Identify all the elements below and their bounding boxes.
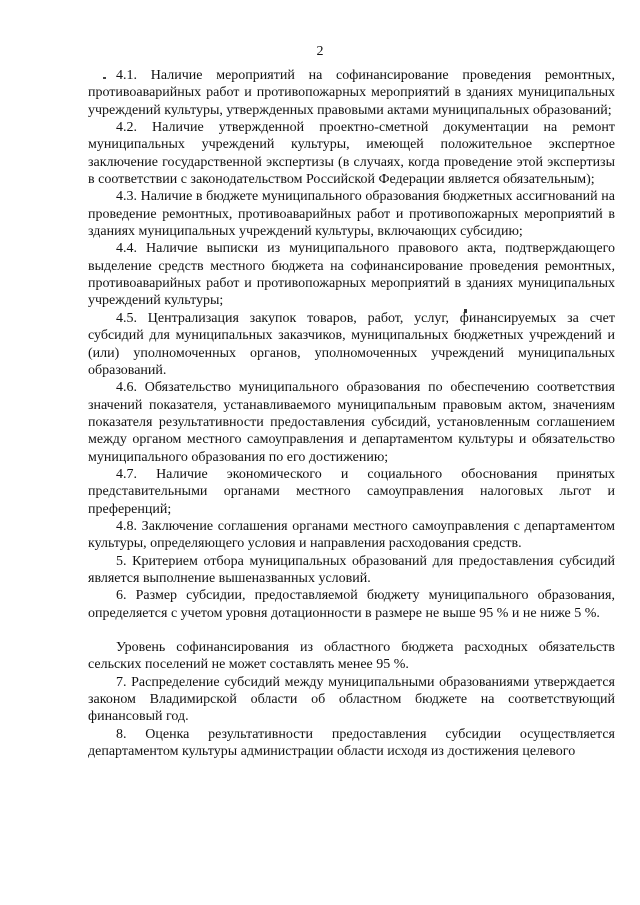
- page-number: 2: [316, 44, 324, 59]
- document-body: [88, 67, 615, 760]
- paragraph-4-1: 4.1. Наличие мероприятий на софинансирование проведения ремонтных, противоаварийных работ и противопожарных мероприятий в зданиях муниципальных учреждений культуры, утвержденных правовыми актами муниципальных образований;: [88, 68, 615, 118]
- paragraph-4-5: 4.5. Централизация закупок товаров, работ, услуг, финансируемых за счет субсидий для муниципальных заказчиков, муниципальных бюджетных учреждений и (или) уполномоченных органов, уполномоченных учреждений муниципальных образований.: [88, 310, 615, 378]
- paragraph-8: 8. Оценка результативности предоставления субсидии осуществляется департаментом культуры администрации области исходя из достижения целевого: [88, 726, 615, 760]
- paragraph-4-2: 4.2. Наличие утвержденной проектно-сметной документации на ремонт муниципальных учреждений культуры, имеющей положительное экспертное заключение государственной экспертизы (в случаях, когда проведение этой экспертизы в соответствии с законодательством Российской Федерации является обязательным);: [88, 120, 615, 188]
- paragraph-4-3: 4.3. Наличие в бюджете муниципального образования бюджетных ассигнований на проведение ремонтных, противоаварийных работ и противопожарных мероприятий в зданиях муниципальных учреждений культуры, включающих субсидию;: [88, 189, 615, 240]
- paragraph-7: 7. Распределение субсидий между муниципальными образованиями утверждается законом Владимирской области об областном бюджете на соответствующий финансовый год.: [88, 674, 615, 725]
- paragraph-4-7: 4.7. Наличие экономического и социального обоснования принятых представительными органами местного самоуправления налоговых льгот и преференций;: [88, 466, 615, 517]
- paragraph-4-4: 4.4. Наличие выписки из муниципального правового акта, подтверждающего выделение средств местного бюджета на софинансирование проведения ремонтных, противоаварийных работ и противопожарных мероприятий в зданиях муниципальных учреждений культуры;: [88, 241, 615, 309]
- paragraph-5: 5. Критерием отбора муниципальных образований для предоставления субсидий является выполнение вышеназванных условий.: [88, 553, 615, 586]
- paragraph-6: 6. Размер субсидии, предоставляемой бюджету муниципального образования, определяется с учетом уровня дотационности в размере не выше 95 % и не ниже 5 %.: [88, 588, 615, 621]
- paragraph-cofinancing-level: Уровень софинансирования из областного бюджета расходных обязательств сельских поселений не может составлять менее 95 %.: [88, 640, 615, 673]
- paragraph-4-8: 4.8. Заключение соглашения органами местного самоуправления с департаментом культуры, определяющего условия и направления расходования средств.: [88, 518, 615, 552]
- paragraph-4-6: 4.6. Обязательство муниципального образования по обеспечению соответствия значений показателя, устанавливаемого муниципальным правовым актом, значениям показателя результативности предоставления субсидий, установленным соглашением между органом местного самоуправления и департаментом культуры и обязательство муниципального образования по его достижению;: [88, 380, 615, 465]
